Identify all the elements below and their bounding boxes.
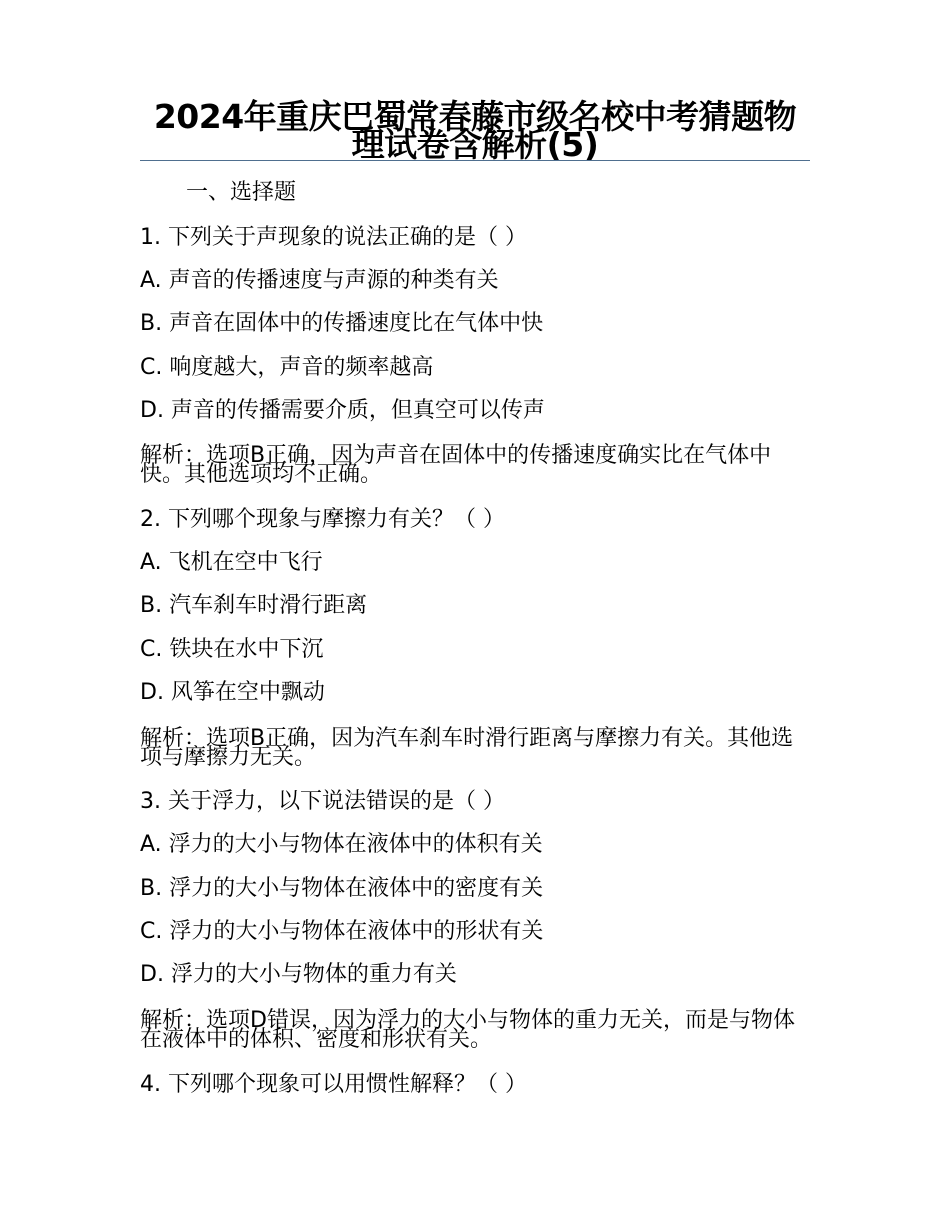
question-1-stem: 1. 下列关于声现象的说法正确的是（ ） [140, 225, 527, 250]
document-title: 2024年重庆巴蜀常春藤市级名校中考猜题物理试卷含解析(5) [153, 97, 797, 164]
question-1-option-a: A. 声音的传播速度与声源的种类有关 [140, 268, 499, 293]
question-3-option-a: A. 浮力的大小与物体在液体中的体积有关 [140, 832, 543, 857]
question-1-explanation: 解析：选项B正确，因为声音在固体中的传播速度确实比在气体中快。其他选项均不正确。 [140, 443, 772, 487]
question-2-stem: 2. 下列哪个现象与摩擦力有关？（ ） [140, 507, 505, 532]
question-3-explanation: 解析：选项D错误，因为浮力的大小与物体的重力无关，而是与物体在液体中的体积、密度和形状有关。 [140, 1008, 795, 1052]
question-4-stem: 4. 下列哪个现象可以用惯性解释？（ ） [140, 1072, 527, 1097]
question-3-option-b: B. 浮力的大小与物体在液体中的密度有关 [140, 876, 544, 901]
question-1-option-d: D. 声音的传播需要介质，但真空可以传声 [140, 398, 545, 423]
question-2-option-c: C. 铁块在水中下沉 [140, 637, 324, 662]
question-2-option-a: A. 飞机在空中飞行 [140, 550, 323, 575]
question-3-option-d: D. 浮力的大小与物体的重力有关 [140, 962, 457, 987]
question-2-explanation: 解析：选项B正确，因为汽车刹车时滑行距离与摩擦力有关。其他选项与摩擦力无关。 [140, 726, 794, 770]
question-1-option-c: C. 响度越大，声音的频率越高 [140, 355, 434, 380]
question-2-option-d: D. 风筝在空中飘动 [140, 680, 325, 705]
question-3-option-c: C. 浮力的大小与物体在液体中的形状有关 [140, 919, 544, 944]
section-heading: 一、选择题 [186, 180, 297, 205]
title-underline [140, 160, 810, 161]
question-2-option-b: B. 汽车刹车时滑行距离 [140, 593, 368, 618]
question-1-option-b: B. 声音在固体中的传播速度比在气体中快 [140, 311, 544, 336]
question-3-stem: 3. 关于浮力，以下说法错误的是（ ） [140, 789, 505, 814]
